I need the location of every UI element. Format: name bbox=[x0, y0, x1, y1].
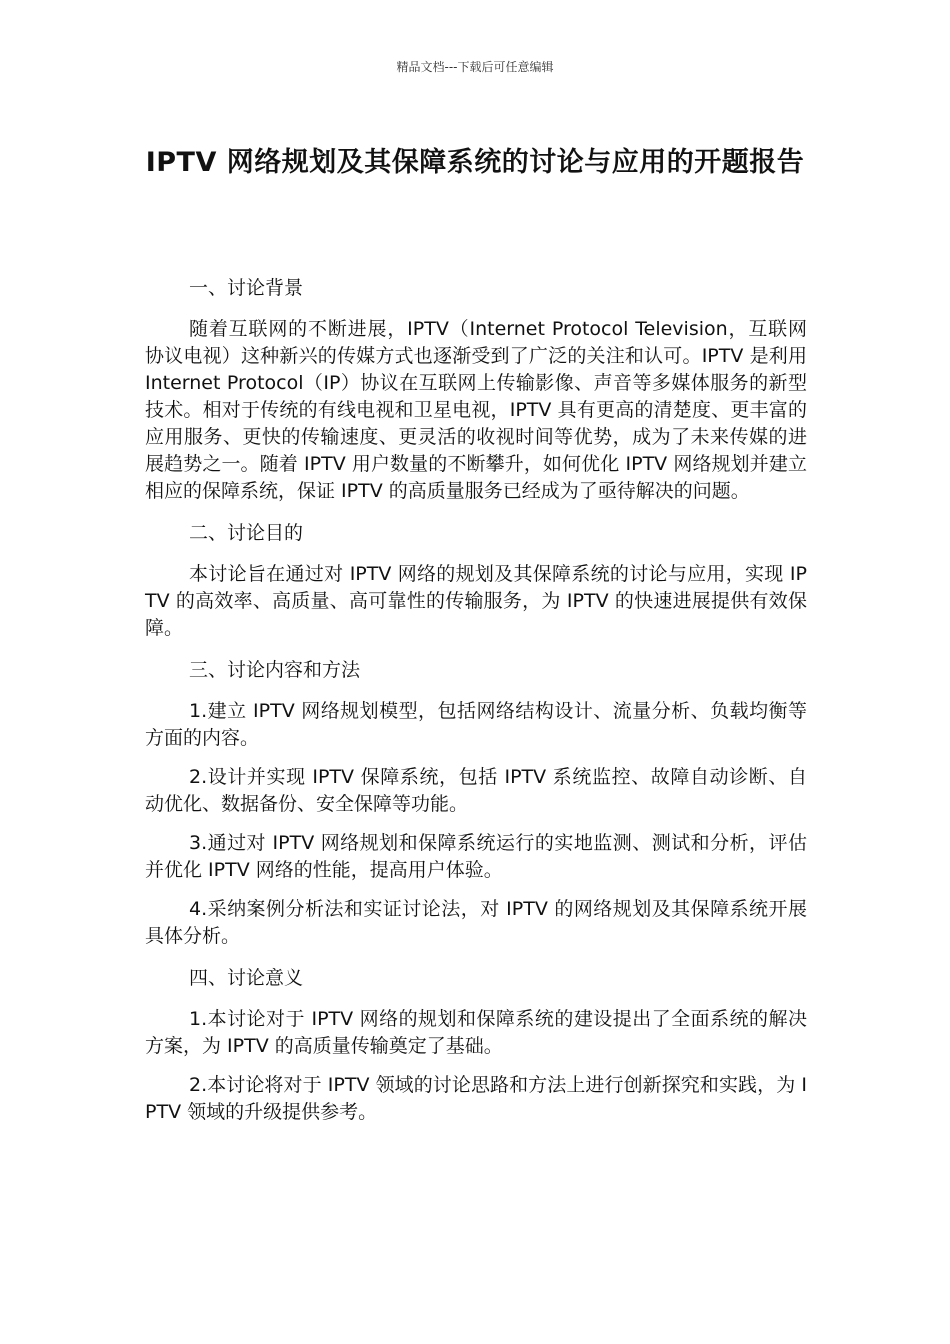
paragraph: 3.通过对 IPTV 网络规划和保障系统运行的实地监测、测试和分析，评估并优化 IPTV 网络的性能，提高用户体验。 bbox=[145, 832, 807, 881]
paragraph: 随着互联网的不断进展，IPTV（Internet Protocol Television，互联网协议电视）这种新兴的传媒方式也逐渐受到了广泛的关注和认可。IPTV 是利用 Internet Protocol（IP）协议在互联网上传输影像、声音等多媒体服务的新型技术。相对于传统的有线电视和卫星电视，IPTV 具有更高的清楚度、更丰富的应用服务、更快的传输速度、更灵活的收视时间等优势，成为了未来传媒的进展趋势之一。随着 IPTV 用户数量的不断攀升，如何优化 IPTV 网络规划并建立相应的保障系统，保证 IPTV 的高质量服务已经成为了亟待解决的问题。 bbox=[145, 318, 808, 502]
section-heading: 三、讨论内容和方法 bbox=[189, 659, 361, 681]
section-heading: 一、讨论背景 bbox=[189, 277, 304, 299]
section-heading: 四、讨论意义 bbox=[189, 967, 304, 989]
document-title: IPTV 网络规划及其保障系统的讨论与应用的开题报告 bbox=[145, 147, 805, 178]
paragraph: 1.本讨论对于 IPTV 网络的规划和保障系统的建设提出了全面系统的解决方案，为 IPTV 的高质量传输奠定了基础。 bbox=[145, 1008, 807, 1057]
page-header-note: 精品文档---下载后可任意编辑 bbox=[396, 60, 554, 74]
document-body bbox=[145, 270, 807, 1126]
section-heading: 二、讨论目的 bbox=[189, 522, 304, 544]
paragraph: 4.采纳案例分析法和实证讨论法，对 IPTV 的网络规划及其保障系统开展具体分析。 bbox=[145, 898, 807, 947]
paragraph: 本讨论旨在通过对 IPTV 网络的规划及其保障系统的讨论与应用，实现 IPTV 的高效率、高质量、高可靠性的传输服务，为 IPTV 的快速进展提供有效保障。 bbox=[145, 563, 807, 639]
paragraph: 2.本讨论将对于 IPTV 领域的讨论思路和方法上进行创新探究和实践，为 IPTV 领域的升级提供参考。 bbox=[145, 1074, 807, 1123]
paragraph: 2.设计并实现 IPTV 保障系统，包括 IPTV 系统监控、故障自动诊断、自动优化、数据备份、安全保障等功能。 bbox=[145, 766, 807, 815]
paragraph: 1.建立 IPTV 网络规划模型，包括网络结构设计、流量分析、负载均衡等方面的内容。 bbox=[145, 700, 807, 749]
